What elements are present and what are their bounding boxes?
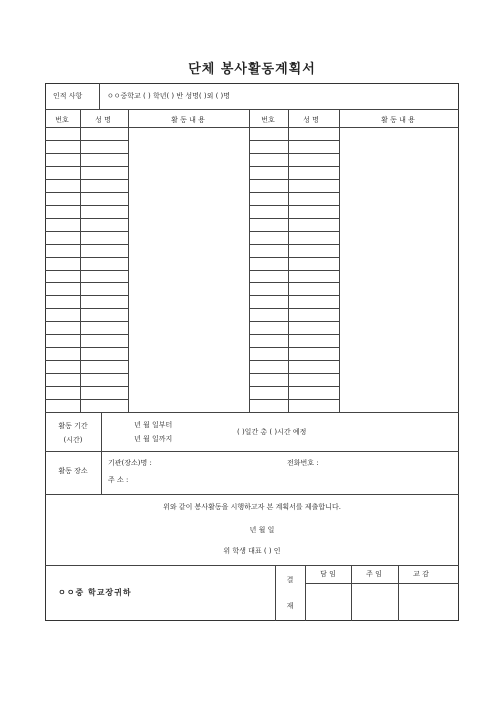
list-row-line-right <box>249 295 339 296</box>
list-row-line-left <box>45 373 128 374</box>
list-row-line-left <box>45 347 128 348</box>
approval-role-vice-principal: 교 감 <box>413 570 429 578</box>
list-row-line-left <box>45 360 128 361</box>
list-row-line-left <box>45 270 128 271</box>
list-row-line-left <box>45 386 128 387</box>
list-row-line-right <box>249 334 339 335</box>
rule-after-place <box>45 494 459 495</box>
list-row-line-right <box>249 153 339 154</box>
list-row-line-left <box>45 166 128 167</box>
list-row-line-left <box>45 218 128 219</box>
list-row-line-right <box>249 270 339 271</box>
list-row-line-left <box>45 257 128 258</box>
list-row-line-right <box>249 282 339 283</box>
divider-section-label <box>101 412 102 494</box>
header-number-right: 번호 <box>261 116 275 124</box>
list-row-line-left <box>45 205 128 206</box>
list-row-line-left <box>45 308 128 309</box>
list-row-line-right <box>249 321 339 322</box>
place-label: 활동 장소 <box>58 467 88 475</box>
list-row-line-right <box>249 347 339 348</box>
period-from: 년 월 일부터 <box>134 421 173 429</box>
list-row-line-left <box>45 153 128 154</box>
place-phone: 전화번호 : <box>287 459 319 467</box>
list-row-line-right <box>249 192 339 193</box>
period-to: 년 월 일까지 <box>134 435 173 443</box>
page-title: 단체 봉사활동계획서 <box>188 62 316 77</box>
list-row-line-right <box>249 166 339 167</box>
list-row-line-left <box>45 231 128 232</box>
list-row-line-right <box>249 205 339 206</box>
period-total: ( )일간 총 ( )시간 예정 <box>237 428 307 436</box>
period-label: 활동 기간 <box>58 422 88 430</box>
list-row-line-right <box>249 373 339 374</box>
approval-outer-divider <box>275 565 276 621</box>
header-name-right: 성 명 <box>303 116 319 124</box>
list-row-line-left <box>45 321 128 322</box>
rule-after-period <box>45 451 459 452</box>
declaration-statement: 위와 같이 봉사활동을 시행하고자 본 계획서를 제출합니다. <box>163 503 341 511</box>
list-column-divider <box>128 109 129 412</box>
rule-after-declaration <box>45 565 459 566</box>
declaration-date: 년 월 일 <box>249 526 275 534</box>
list-column-divider <box>80 109 81 412</box>
list-row-line-right <box>249 140 339 141</box>
list-row-line-right <box>249 218 339 219</box>
list-column-divider <box>288 109 289 412</box>
addressee: ㅇㅇ중 학교장귀하 <box>58 588 132 597</box>
list-row-line-right <box>249 179 339 180</box>
header-name-left: 성 명 <box>95 116 111 124</box>
list-row-line-left <box>45 179 128 180</box>
list-column-divider <box>249 109 250 412</box>
list-row-line-right <box>249 231 339 232</box>
personal-info-fields: ㅇㅇ중학교 ( ) 학년( ) 반 성명( )외 ( )명 <box>107 92 231 100</box>
place-org: 기관(장소)명 : <box>108 459 152 467</box>
list-row-line-right <box>249 257 339 258</box>
list-row-line-left <box>45 140 128 141</box>
header-content-left: 활 동 내 용 <box>171 116 205 124</box>
rule-after-headers <box>45 127 459 128</box>
approval-role-divider <box>398 565 399 621</box>
list-row-line-left <box>45 334 128 335</box>
list-row-line-left <box>45 244 128 245</box>
list-column-divider <box>339 109 340 412</box>
approval-label-divider <box>305 565 306 621</box>
declaration-representative: 위 학생 대표 ( ) 인 <box>223 547 281 555</box>
personal-info-label: 인적 사항 <box>53 92 83 100</box>
rule-after-list <box>45 412 459 413</box>
divider-personal-label <box>99 83 100 109</box>
form-frame <box>45 83 459 621</box>
approval-role-divider <box>351 565 352 621</box>
approval-label-2: 재 <box>286 602 294 610</box>
list-row-line-left <box>45 192 128 193</box>
list-row-line-right <box>249 360 339 361</box>
approval-label-1: 결 <box>286 576 294 584</box>
header-number-left: 번호 <box>55 116 69 124</box>
list-row-line-right <box>249 386 339 387</box>
list-row-line-right <box>249 244 339 245</box>
list-row-line-right <box>249 308 339 309</box>
list-row-line-left <box>45 295 128 296</box>
approval-role-homeroom: 담 임 <box>320 570 336 578</box>
approval-header-rule <box>305 583 459 584</box>
list-row-line-left <box>45 282 128 283</box>
rule-after-personal <box>45 109 459 110</box>
approval-role-head: 주 임 <box>366 570 382 578</box>
list-row-line-right <box>249 399 339 400</box>
period-label-hours: (시간) <box>63 436 83 444</box>
header-content-right: 활 동 내 용 <box>381 116 415 124</box>
place-address: 주 소 : <box>108 476 129 484</box>
list-row-line-left <box>45 399 128 400</box>
